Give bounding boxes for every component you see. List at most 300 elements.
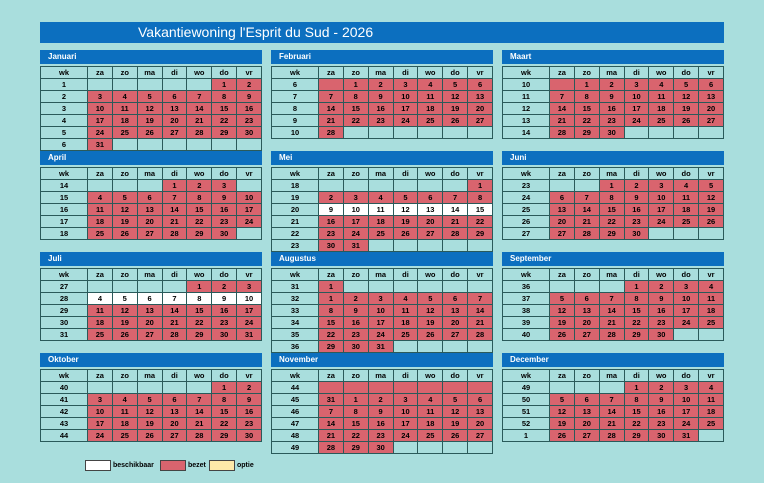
day-cell[interactable]: 27 [418, 228, 443, 240]
day-cell[interactable]: 8 [187, 192, 212, 204]
day-cell[interactable]: 17 [674, 305, 699, 317]
day-cell[interactable]: 27 [162, 430, 187, 442]
day-cell[interactable]: 13 [162, 103, 187, 115]
day-cell[interactable]: 26 [137, 430, 162, 442]
day-cell[interactable]: 13 [550, 204, 575, 216]
day-cell[interactable]: 30 [599, 127, 624, 139]
day-cell[interactable]: 7 [574, 192, 599, 204]
day-cell[interactable]: 24 [624, 115, 649, 127]
day-cell[interactable]: 11 [418, 406, 443, 418]
day-cell[interactable]: 21 [443, 216, 468, 228]
day-cell[interactable]: 16 [649, 305, 674, 317]
day-cell[interactable]: 19 [112, 317, 137, 329]
day-cell[interactable]: 9 [649, 394, 674, 406]
day-cell[interactable]: 21 [468, 317, 493, 329]
day-cell[interactable]: 1 [319, 293, 344, 305]
day-cell[interactable]: 25 [418, 430, 443, 442]
day-cell[interactable]: 6 [699, 79, 724, 91]
day-cell[interactable]: 26 [443, 115, 468, 127]
day-cell[interactable] [343, 382, 368, 394]
day-cell[interactable]: 29 [187, 228, 212, 240]
day-cell[interactable]: 3 [368, 293, 393, 305]
day-cell[interactable]: 4 [649, 79, 674, 91]
day-cell[interactable]: 11 [112, 406, 137, 418]
day-cell[interactable]: 27 [699, 115, 724, 127]
day-cell[interactable]: 20 [162, 115, 187, 127]
day-cell[interactable]: 12 [550, 406, 575, 418]
day-cell[interactable]: 4 [88, 293, 113, 305]
day-cell[interactable]: 27 [550, 228, 575, 240]
day-cell[interactable]: 24 [237, 216, 262, 228]
day-cell[interactable]: 7 [162, 293, 187, 305]
day-cell[interactable]: 31 [343, 240, 368, 252]
day-cell[interactable]: 18 [368, 216, 393, 228]
day-cell[interactable]: 27 [574, 430, 599, 442]
day-cell[interactable]: 24 [649, 216, 674, 228]
day-cell[interactable]: 27 [468, 430, 493, 442]
day-cell[interactable]: 11 [418, 91, 443, 103]
day-cell[interactable]: 30 [368, 442, 393, 454]
day-cell[interactable]: 12 [443, 406, 468, 418]
day-cell[interactable]: 7 [319, 406, 344, 418]
day-cell[interactable]: 13 [162, 406, 187, 418]
day-cell[interactable]: 6 [468, 79, 493, 91]
day-cell[interactable]: 8 [212, 394, 237, 406]
day-cell[interactable]: 2 [368, 79, 393, 91]
day-cell[interactable]: 20 [418, 216, 443, 228]
day-cell[interactable]: 22 [212, 418, 237, 430]
day-cell[interactable]: 26 [393, 228, 418, 240]
day-cell[interactable]: 1 [212, 382, 237, 394]
day-cell[interactable]: 3 [649, 180, 674, 192]
day-cell[interactable]: 21 [574, 216, 599, 228]
day-cell[interactable]: 9 [212, 192, 237, 204]
day-cell[interactable]: 5 [550, 293, 575, 305]
day-cell[interactable]: 14 [574, 204, 599, 216]
day-cell[interactable]: 11 [368, 204, 393, 216]
day-cell[interactable]: 8 [343, 91, 368, 103]
day-cell[interactable] [418, 382, 443, 394]
day-cell[interactable]: 16 [368, 418, 393, 430]
day-cell[interactable]: 28 [443, 228, 468, 240]
day-cell[interactable]: 19 [674, 103, 699, 115]
day-cell[interactable]: 24 [674, 317, 699, 329]
day-cell[interactable]: 12 [699, 192, 724, 204]
day-cell[interactable]: 13 [137, 305, 162, 317]
day-cell[interactable]: 1 [599, 180, 624, 192]
day-cell[interactable]: 20 [137, 216, 162, 228]
day-cell[interactable]: 8 [468, 192, 493, 204]
day-cell[interactable]: 9 [212, 293, 237, 305]
day-cell[interactable]: 17 [237, 204, 262, 216]
day-cell[interactable]: 20 [162, 418, 187, 430]
day-cell[interactable]: 10 [237, 192, 262, 204]
day-cell[interactable]: 23 [599, 115, 624, 127]
day-cell[interactable]: 5 [699, 180, 724, 192]
day-cell[interactable]: 28 [599, 430, 624, 442]
day-cell[interactable]: 23 [368, 115, 393, 127]
day-cell[interactable]: 26 [443, 430, 468, 442]
day-cell[interactable]: 24 [88, 127, 113, 139]
day-cell[interactable]: 4 [88, 192, 113, 204]
day-cell[interactable]: 12 [443, 91, 468, 103]
day-cell[interactable]: 22 [343, 115, 368, 127]
day-cell[interactable]: 17 [343, 216, 368, 228]
day-cell[interactable]: 1 [187, 281, 212, 293]
day-cell[interactable]: 9 [319, 204, 344, 216]
day-cell[interactable]: 10 [88, 406, 113, 418]
day-cell[interactable]: 29 [574, 127, 599, 139]
day-cell[interactable]: 14 [550, 103, 575, 115]
day-cell[interactable]: 11 [699, 394, 724, 406]
day-cell[interactable]: 5 [418, 293, 443, 305]
day-cell[interactable]: 6 [137, 192, 162, 204]
day-cell[interactable]: 30 [343, 341, 368, 353]
day-cell[interactable]: 30 [624, 228, 649, 240]
day-cell[interactable]: 30 [649, 329, 674, 341]
day-cell[interactable]: 11 [699, 293, 724, 305]
day-cell[interactable]: 22 [468, 216, 493, 228]
day-cell[interactable]: 23 [237, 418, 262, 430]
day-cell[interactable]: 2 [649, 382, 674, 394]
day-cell[interactable]: 1 [212, 79, 237, 91]
day-cell[interactable]: 30 [237, 430, 262, 442]
day-cell[interactable]: 3 [237, 281, 262, 293]
day-cell[interactable]: 24 [393, 430, 418, 442]
day-cell[interactable]: 23 [649, 418, 674, 430]
day-cell[interactable]: 3 [88, 394, 113, 406]
day-cell[interactable]: 25 [112, 430, 137, 442]
day-cell[interactable]: 19 [418, 317, 443, 329]
day-cell[interactable]: 6 [443, 293, 468, 305]
day-cell[interactable]: 12 [112, 204, 137, 216]
day-cell[interactable]: 26 [550, 430, 575, 442]
day-cell[interactable]: 19 [137, 418, 162, 430]
day-cell[interactable] [319, 79, 344, 91]
day-cell[interactable]: 18 [112, 115, 137, 127]
day-cell[interactable]: 31 [319, 394, 344, 406]
day-cell[interactable]: 2 [649, 281, 674, 293]
day-cell[interactable]: 7 [443, 192, 468, 204]
day-cell[interactable]: 2 [599, 79, 624, 91]
day-cell[interactable]: 2 [368, 394, 393, 406]
day-cell[interactable]: 9 [649, 293, 674, 305]
day-cell[interactable]: 15 [343, 418, 368, 430]
day-cell[interactable]: 29 [187, 329, 212, 341]
day-cell[interactable]: 24 [368, 329, 393, 341]
day-cell[interactable]: 10 [368, 305, 393, 317]
day-cell[interactable]: 18 [699, 305, 724, 317]
day-cell[interactable]: 21 [599, 418, 624, 430]
day-cell[interactable]: 21 [187, 115, 212, 127]
day-cell[interactable]: 3 [212, 180, 237, 192]
day-cell[interactable]: 27 [574, 329, 599, 341]
day-cell[interactable]: 4 [112, 394, 137, 406]
day-cell[interactable]: 18 [88, 216, 113, 228]
day-cell[interactable]: 1 [624, 382, 649, 394]
day-cell[interactable] [368, 382, 393, 394]
day-cell[interactable]: 14 [319, 103, 344, 115]
day-cell[interactable]: 2 [212, 281, 237, 293]
day-cell[interactable]: 25 [699, 317, 724, 329]
day-cell[interactable]: 2 [187, 180, 212, 192]
day-cell[interactable]: 17 [88, 115, 113, 127]
day-cell[interactable]: 1 [343, 79, 368, 91]
day-cell[interactable]: 29 [624, 329, 649, 341]
day-cell[interactable]: 5 [443, 394, 468, 406]
day-cell[interactable]: 1 [468, 180, 493, 192]
day-cell[interactable] [443, 382, 468, 394]
day-cell[interactable]: 31 [368, 341, 393, 353]
day-cell[interactable]: 23 [343, 329, 368, 341]
day-cell[interactable]: 12 [674, 91, 699, 103]
day-cell[interactable]: 29 [468, 228, 493, 240]
day-cell[interactable]: 18 [393, 317, 418, 329]
day-cell[interactable]: 23 [212, 216, 237, 228]
day-cell[interactable]: 5 [550, 394, 575, 406]
day-cell[interactable]: 7 [550, 91, 575, 103]
day-cell[interactable]: 12 [550, 305, 575, 317]
day-cell[interactable]: 4 [418, 79, 443, 91]
day-cell[interactable]: 16 [237, 406, 262, 418]
day-cell[interactable]: 28 [319, 442, 344, 454]
day-cell[interactable]: 10 [674, 394, 699, 406]
day-cell[interactable]: 27 [443, 329, 468, 341]
day-cell[interactable]: 3 [88, 91, 113, 103]
day-cell[interactable]: 7 [599, 293, 624, 305]
day-cell[interactable]: 25 [112, 127, 137, 139]
day-cell[interactable]: 16 [319, 216, 344, 228]
day-cell[interactable] [319, 382, 344, 394]
day-cell[interactable]: 6 [550, 192, 575, 204]
day-cell[interactable]: 7 [162, 192, 187, 204]
day-cell[interactable]: 11 [88, 305, 113, 317]
day-cell[interactable]: 23 [368, 430, 393, 442]
day-cell[interactable]: 29 [343, 442, 368, 454]
day-cell[interactable]: 18 [418, 418, 443, 430]
day-cell[interactable]: 11 [112, 103, 137, 115]
day-cell[interactable]: 24 [237, 317, 262, 329]
day-cell[interactable]: 2 [624, 180, 649, 192]
day-cell[interactable]: 27 [468, 115, 493, 127]
day-cell[interactable]: 27 [137, 329, 162, 341]
day-cell[interactable]: 20 [574, 418, 599, 430]
day-cell[interactable]: 25 [699, 418, 724, 430]
day-cell[interactable]: 14 [162, 204, 187, 216]
day-cell[interactable]: 3 [624, 79, 649, 91]
day-cell[interactable] [468, 382, 493, 394]
day-cell[interactable]: 17 [393, 418, 418, 430]
day-cell[interactable]: 6 [162, 394, 187, 406]
day-cell[interactable]: 18 [112, 418, 137, 430]
day-cell[interactable]: 13 [468, 406, 493, 418]
day-cell[interactable]: 22 [599, 216, 624, 228]
day-cell[interactable]: 19 [112, 216, 137, 228]
day-cell[interactable]: 28 [162, 228, 187, 240]
day-cell[interactable]: 14 [162, 305, 187, 317]
day-cell[interactable]: 22 [574, 115, 599, 127]
day-cell[interactable]: 16 [212, 305, 237, 317]
day-cell[interactable]: 20 [443, 317, 468, 329]
day-cell[interactable]: 4 [418, 394, 443, 406]
day-cell[interactable]: 16 [649, 406, 674, 418]
day-cell[interactable]: 9 [368, 91, 393, 103]
day-cell[interactable]: 30 [319, 240, 344, 252]
day-cell[interactable]: 6 [574, 394, 599, 406]
day-cell[interactable]: 9 [237, 91, 262, 103]
day-cell[interactable]: 17 [624, 103, 649, 115]
day-cell[interactable]: 4 [368, 192, 393, 204]
day-cell[interactable]: 23 [319, 228, 344, 240]
day-cell[interactable]: 18 [418, 103, 443, 115]
day-cell[interactable]: 21 [162, 317, 187, 329]
day-cell[interactable]: 29 [624, 430, 649, 442]
day-cell[interactable]: 9 [624, 192, 649, 204]
day-cell[interactable]: 1 [343, 394, 368, 406]
day-cell[interactable]: 26 [112, 329, 137, 341]
day-cell[interactable]: 14 [468, 305, 493, 317]
day-cell[interactable]: 17 [674, 406, 699, 418]
day-cell[interactable]: 5 [443, 79, 468, 91]
day-cell[interactable]: 26 [418, 329, 443, 341]
day-cell[interactable] [393, 382, 418, 394]
day-cell[interactable]: 28 [599, 329, 624, 341]
day-cell[interactable]: 15 [468, 204, 493, 216]
day-cell[interactable]: 14 [187, 103, 212, 115]
day-cell[interactable]: 3 [393, 79, 418, 91]
day-cell[interactable]: 17 [88, 418, 113, 430]
day-cell[interactable]: 7 [319, 91, 344, 103]
day-cell[interactable]: 20 [699, 103, 724, 115]
day-cell[interactable]: 31 [88, 139, 113, 151]
day-cell[interactable]: 4 [699, 382, 724, 394]
day-cell[interactable]: 15 [187, 305, 212, 317]
day-cell[interactable]: 13 [443, 305, 468, 317]
day-cell[interactable]: 14 [187, 406, 212, 418]
day-cell[interactable]: 25 [674, 216, 699, 228]
day-cell[interactable]: 6 [418, 192, 443, 204]
day-cell[interactable]: 4 [112, 91, 137, 103]
day-cell[interactable]: 3 [674, 382, 699, 394]
day-cell[interactable]: 10 [88, 103, 113, 115]
day-cell[interactable]: 25 [393, 329, 418, 341]
day-cell[interactable]: 9 [368, 406, 393, 418]
day-cell[interactable]: 2 [237, 382, 262, 394]
day-cell[interactable]: 11 [674, 192, 699, 204]
day-cell[interactable]: 16 [368, 103, 393, 115]
day-cell[interactable]: 30 [649, 430, 674, 442]
day-cell[interactable]: 23 [649, 317, 674, 329]
day-cell[interactable]: 30 [237, 127, 262, 139]
day-cell[interactable]: 21 [162, 216, 187, 228]
day-cell[interactable]: 20 [468, 103, 493, 115]
day-cell[interactable]: 22 [319, 329, 344, 341]
day-cell[interactable]: 13 [137, 204, 162, 216]
day-cell[interactable]: 4 [674, 180, 699, 192]
day-cell[interactable]: 30 [212, 329, 237, 341]
day-cell[interactable]: 12 [393, 204, 418, 216]
day-cell[interactable]: 11 [88, 204, 113, 216]
day-cell[interactable]: 24 [393, 115, 418, 127]
day-cell[interactable]: 25 [418, 115, 443, 127]
day-cell[interactable]: 5 [674, 79, 699, 91]
day-cell[interactable]: 28 [319, 127, 344, 139]
day-cell[interactable]: 30 [212, 228, 237, 240]
day-cell[interactable]: 22 [624, 317, 649, 329]
day-cell[interactable]: 25 [368, 228, 393, 240]
day-cell[interactable]: 22 [343, 430, 368, 442]
day-cell[interactable]: 10 [237, 293, 262, 305]
day-cell[interactable]: 21 [319, 115, 344, 127]
day-cell[interactable]: 6 [468, 394, 493, 406]
day-cell[interactable]: 17 [237, 305, 262, 317]
day-cell[interactable]: 10 [624, 91, 649, 103]
day-cell[interactable]: 11 [393, 305, 418, 317]
day-cell[interactable]: 5 [393, 192, 418, 204]
day-cell[interactable]: 5 [137, 91, 162, 103]
day-cell[interactable]: 25 [649, 115, 674, 127]
day-cell[interactable]: 23 [212, 317, 237, 329]
day-cell[interactable] [550, 79, 575, 91]
day-cell[interactable]: 11 [649, 91, 674, 103]
day-cell[interactable]: 21 [599, 317, 624, 329]
day-cell[interactable]: 28 [187, 127, 212, 139]
day-cell[interactable]: 28 [468, 329, 493, 341]
day-cell[interactable]: 8 [319, 305, 344, 317]
day-cell[interactable]: 1 [162, 180, 187, 192]
day-cell[interactable]: 24 [674, 418, 699, 430]
day-cell[interactable]: 27 [162, 127, 187, 139]
day-cell[interactable]: 3 [393, 394, 418, 406]
day-cell[interactable]: 23 [237, 115, 262, 127]
day-cell[interactable]: 25 [88, 228, 113, 240]
day-cell[interactable]: 22 [624, 418, 649, 430]
day-cell[interactable]: 17 [649, 204, 674, 216]
day-cell[interactable]: 26 [137, 127, 162, 139]
day-cell[interactable]: 10 [393, 91, 418, 103]
day-cell[interactable]: 1 [319, 281, 344, 293]
day-cell[interactable]: 20 [550, 216, 575, 228]
day-cell[interactable]: 28 [187, 430, 212, 442]
day-cell[interactable]: 15 [187, 204, 212, 216]
day-cell[interactable]: 8 [574, 91, 599, 103]
day-cell[interactable]: 24 [88, 430, 113, 442]
day-cell[interactable]: 8 [599, 192, 624, 204]
day-cell[interactable]: 27 [137, 228, 162, 240]
day-cell[interactable]: 25 [88, 329, 113, 341]
day-cell[interactable]: 20 [574, 317, 599, 329]
day-cell[interactable]: 20 [137, 317, 162, 329]
day-cell[interactable]: 13 [574, 406, 599, 418]
day-cell[interactable]: 19 [393, 216, 418, 228]
day-cell[interactable]: 20 [468, 418, 493, 430]
day-cell[interactable]: 10 [674, 293, 699, 305]
day-cell[interactable]: 2 [237, 79, 262, 91]
day-cell[interactable]: 15 [343, 103, 368, 115]
day-cell[interactable]: 8 [212, 91, 237, 103]
day-cell[interactable]: 19 [550, 317, 575, 329]
day-cell[interactable]: 6 [574, 293, 599, 305]
day-cell[interactable]: 9 [343, 305, 368, 317]
day-cell[interactable]: 8 [187, 293, 212, 305]
day-cell[interactable]: 18 [88, 317, 113, 329]
day-cell[interactable]: 29 [319, 341, 344, 353]
day-cell[interactable]: 12 [112, 305, 137, 317]
day-cell[interactable]: 17 [393, 103, 418, 115]
day-cell[interactable]: 9 [237, 394, 262, 406]
day-cell[interactable]: 6 [162, 91, 187, 103]
day-cell[interactable]: 3 [343, 192, 368, 204]
